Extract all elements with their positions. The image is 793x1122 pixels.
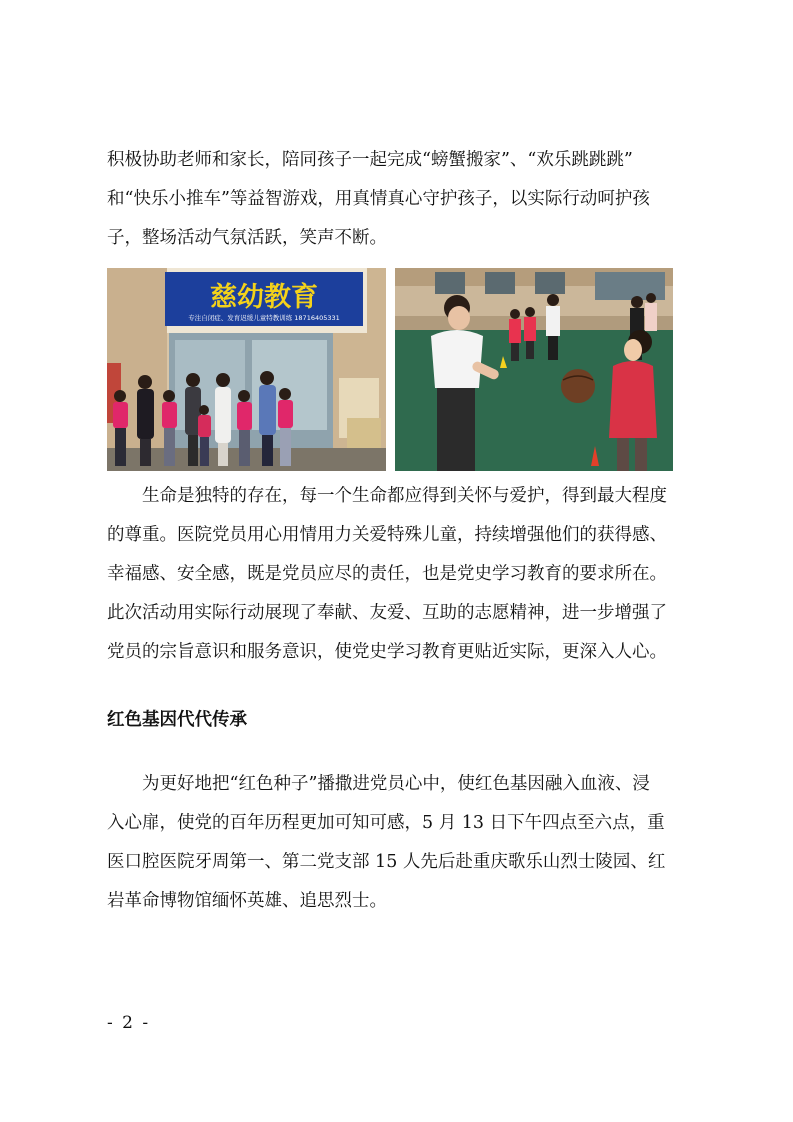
photo-storefront-group bbox=[107, 268, 386, 471]
paragraph-line: 和“快乐小推车”等益智游戏，用真情真心守护孩子，以实际行动呵护孩 bbox=[107, 189, 650, 209]
sign-subtitle: 专注自闭症、发育迟缓儿童特教训练 18716405331 bbox=[188, 314, 340, 322]
photo-ball-game bbox=[395, 268, 673, 471]
paragraph-top bbox=[107, 141, 689, 258]
paragraph-line: 幸福感、安全感，既是党员应尽的责任，也是党史学习教育的要求所在。 bbox=[107, 564, 667, 584]
paragraph-line: 子，整场活动气氛活跃，笑声不断。 bbox=[107, 228, 387, 248]
section-heading: 红色基因代代传承 bbox=[107, 710, 247, 730]
sign-title: 慈幼教育 bbox=[210, 282, 318, 313]
paragraph-bottom bbox=[107, 765, 689, 921]
paragraph-line: 生命是独特的存在，每一个生命都应得到关怀与爱护，得到最大程度 bbox=[142, 486, 667, 506]
paragraph-line: 入心扉，使党的百年历程更加可知可感，5 月 13 日下午四点至六点，重 bbox=[107, 813, 665, 833]
paragraph-line: 岩革命博物馆缅怀英雄、追思烈士。 bbox=[107, 891, 387, 911]
page-number: - 2 - bbox=[107, 1013, 151, 1033]
paragraph-line: 积极协助老师和家长，陪同孩子一起完成“螃蟹搬家”、“欢乐跳跳跳” bbox=[107, 150, 633, 170]
paragraph-line: 此次活动用实际行动展现了奉献、友爱、互助的志愿精神，进一步增强了 bbox=[107, 603, 667, 623]
paragraph-line: 党员的宗旨意识和服务意识，使党史学习教育更贴近实际，更深入人心。 bbox=[107, 642, 667, 662]
paragraph-line: 医口腔医院牙周第一、第二党支部 15 人先后赴重庆歌乐山烈士陵园、红 bbox=[107, 852, 666, 872]
paragraph-line: 的尊重。医院党员用心用情用力关爱特殊儿童，持续增强他们的获得感、 bbox=[107, 525, 667, 545]
paragraph-line: 为更好地把“红色种子”播撒进党员心中，使红色基因融入血液、浸 bbox=[142, 774, 650, 794]
paragraph-middle bbox=[107, 477, 689, 672]
